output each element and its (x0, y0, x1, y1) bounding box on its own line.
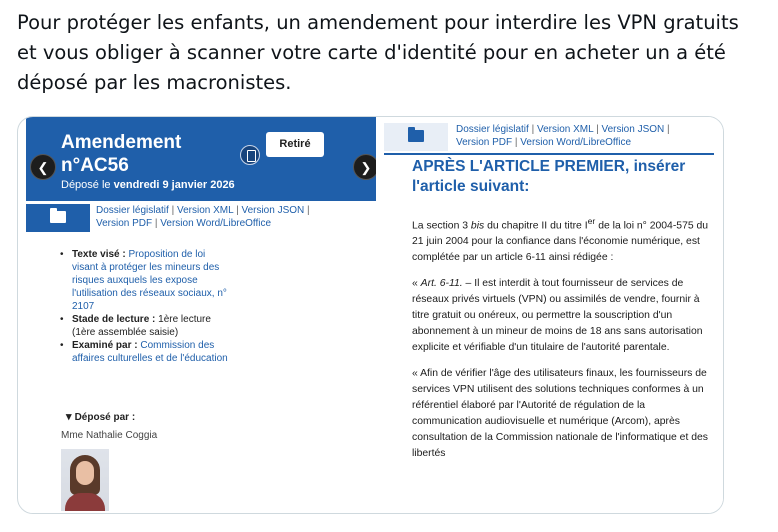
right-link-pdf[interactable]: Version PDF (456, 137, 513, 148)
next-arrow-icon[interactable]: ❯ (353, 154, 379, 180)
amendment-title (61, 131, 181, 177)
right-document-links-bar (384, 123, 714, 151)
folder-icon (50, 211, 66, 223)
link-json[interactable]: Version JSON (241, 205, 305, 216)
version-links: Dossier législatif | Version XML | Version JSON | Version PDF | Version Word/LibreOffice (96, 205, 310, 229)
depose-par-toggle[interactable]: ▾ Déposé par : (66, 410, 135, 423)
amendment-header (26, 117, 376, 201)
right-link-json[interactable]: Version JSON (601, 124, 665, 135)
right-link-word[interactable]: Version Word/LibreOffice (520, 137, 632, 148)
detail-texte: • Texte visé : Proposition de loi visant à protéger les mineurs des risques auxquels les expose l'utilisation des réseaux sociaux, n° 2107 (58, 248, 233, 313)
document-icon[interactable] (240, 145, 260, 165)
detail-stade: • Stade de lecture : 1ère lecture (1ère assemblée saisie) (58, 313, 233, 339)
right-folder-icon (408, 130, 424, 142)
article-paragraph-3: « Afin de vérifier l'âge des utilisateurs finaux, les fournisseurs de services VPN utilisent des solutions techniques conformes à un référentiel élaboré par l'Autorité de régulation de la communication audiovisuelle et numérique (Arcom), après consultation de la Commission nationale de l'informatique et des libertés (412, 368, 708, 460)
date-prefix: Déposé le (61, 179, 111, 191)
status-retire-button[interactable]: Retiré (266, 132, 324, 157)
depose-name: Mme Nathalie Coggia (61, 430, 158, 441)
article-body (412, 213, 712, 472)
right-folder-box (384, 123, 448, 151)
article-paragraph-2: « Art. 6-11. – Il est interdit à tout fournisseur de services de réseaux privés virtuels (VPN) ou assimilés de vendre, fournir à titre gratuit ou onéreux, ou permettre la souscription d'un abonnement à un mineur de moins de 18 ans sans autorisation explicite et vérifiable d'un titulaire de l'autorité parentale. (412, 278, 703, 354)
texte-link[interactable]: Proposition de loi visant à protéger les mineurs des risques auxquels les expose l'utilisation des réseaux sociaux, n° 2107 (72, 249, 227, 312)
right-rule (384, 153, 714, 155)
amendment-title-line1: Amendement (61, 132, 182, 153)
link-dossier[interactable]: Dossier législatif (96, 205, 169, 216)
amendment-right-panel (376, 117, 723, 514)
amendment-number: n°AC56 (61, 155, 129, 176)
amendment-details (58, 248, 233, 365)
right-link-dossier[interactable]: Dossier législatif (456, 124, 529, 135)
link-pdf[interactable]: Version PDF (96, 218, 153, 229)
link-word[interactable]: Version Word/LibreOffice (160, 218, 272, 229)
article-heading: APRÈS L'ARTICLE PREMIER, insérer l'article suivant: (412, 158, 686, 195)
right-version-links: Dossier législatif | Version XML | Version JSON | Version PDF | Version Word/LibreOffice (456, 124, 670, 148)
amendment-date (61, 179, 235, 191)
folder-box (26, 204, 90, 232)
tweet-text: Pour protéger les enfants, un amendement pour interdire les VPN gratuits et vous obliger à scanner votre carte d'identité pour en acheter un a été déposé par les macronistes. (17, 11, 739, 94)
document-links-bar (26, 204, 376, 232)
commission-link[interactable]: Commission des affaires culturelles et de l'éducation (72, 340, 228, 364)
link-xml[interactable]: Version XML (176, 205, 234, 216)
right-link-xml[interactable]: Version XML (536, 124, 594, 135)
date-value: vendredi 9 janvier 2026 (113, 179, 235, 191)
tweet-media[interactable] (17, 116, 724, 514)
amendment-left-panel (26, 117, 382, 514)
article-paragraph-1: La section 3 bis du chapitre II du titre Ier de la loi n° 2004-575 du 21 juin 2004 pour la confiance dans l'économie numérique, est complétée par un article 6-11 ainsi rédigée : (412, 216, 709, 264)
detail-examine: • Examiné par : Commission des affaires culturelles et de l'éducation (58, 339, 233, 365)
previous-arrow-icon[interactable]: ❮ (30, 154, 56, 180)
deputy-photo (61, 449, 109, 511)
